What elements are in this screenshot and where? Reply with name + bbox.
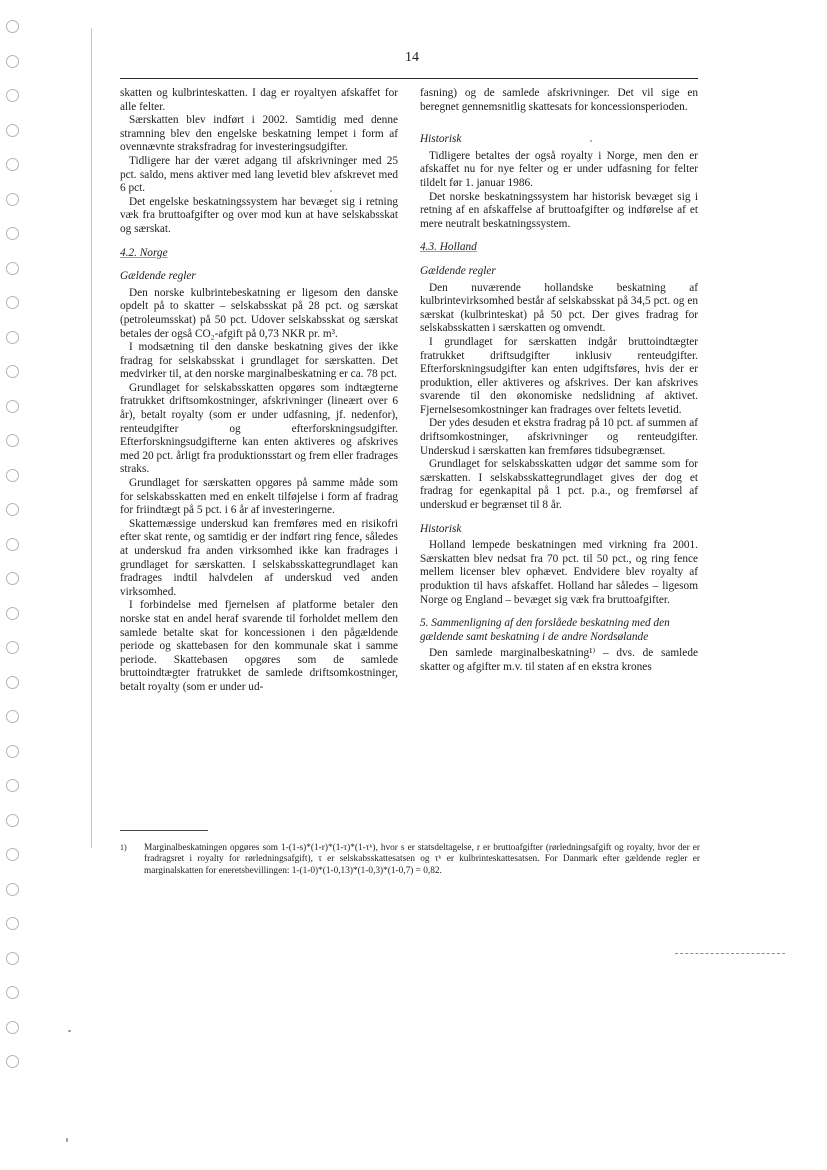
binder-hole [6, 331, 19, 344]
paragraph: skatten og kulbrinteskatten. I dag er royaltyen afskaffet for alle felter. [120, 87, 398, 113]
left-column [120, 87, 398, 695]
binder-hole [6, 883, 19, 896]
paragraph: fasning) og de samlede afskrivninger. Det vil sige en beregnet gennemsnitlig skattesats for koncessionsperioden. [420, 87, 698, 113]
right-column [420, 87, 698, 675]
scan-speck [330, 190, 332, 192]
scan-speck [66, 1138, 68, 1142]
binder-hole [6, 55, 19, 68]
paragraph: Det engelske beskatningssystem har bevæget sig i retning væk fra bruttoafgifter og over mod kun at have selskabsskat og særskat. [120, 195, 398, 235]
binder-hole [6, 158, 19, 171]
binder-hole [6, 227, 19, 240]
binder-hole [6, 262, 19, 275]
binder-hole [6, 124, 19, 137]
paragraph: Særskatten blev indført i 2002. Samtidig med denne stramning blev den engelske beskatning lempet i form af ovennævnte straksfradrag for investeringsudgifter. [120, 114, 398, 154]
section-heading: 5. Sammenligning af den forslåede beskatning med den gældende samt beskatning i de andre Nordsølande [420, 617, 670, 643]
binder-hole [6, 20, 19, 33]
section-heading: Gældende regler [120, 270, 196, 283]
binder-hole [6, 400, 19, 413]
spacer [420, 114, 698, 123]
binder-hole [6, 434, 19, 447]
binder-hole [6, 952, 19, 965]
binder-hole [6, 365, 19, 378]
paragraph: Der ydes desuden et ekstra fradrag på 10 pct. af summen af driftsomkostninger, afskrivninger og renteudgifter. Underskud i særskatten kan fremføres tidsubegrænset. [420, 417, 698, 457]
binder-holes [2, 20, 26, 1120]
binder-hole [6, 986, 19, 999]
paragraph: I modsætning til den danske beskatning gives der ikke fradrag for selskabsskat i grundlaget for særskatten. Det medvirker til, at den norske marginalbeskatning er ca. 78 pct. [120, 341, 398, 381]
section-heading: 4.3. Holland [420, 241, 477, 254]
binder-hole [6, 538, 19, 551]
binder-hole [6, 710, 19, 723]
section-heading: Historisk [420, 522, 462, 535]
footnote-marker: 1) [120, 843, 127, 852]
paragraph: Tidligere betaltes der også royalty i Norge, men den er afskaffet nu for nye felter og er under udfasning for felter tildelt før 1. januar 1986. [420, 149, 698, 189]
binder-hole [6, 193, 19, 206]
scan-artifact-line [675, 953, 785, 954]
binder-hole [6, 641, 19, 654]
paragraph: Holland lempede beskatningen med virkning fra 2001. Særskatten blev nedsat fra 70 pct. til 50 pct., og ring fence mellem licenser blev ophævet. Endvidere blev royalty af produktion til havs afskaffet. Holland har således – ligesom Norge og England – bevæget sig væk fra bruttoafgifter. [420, 539, 698, 606]
page-number: 14 [405, 50, 419, 65]
paragraph: Grundlaget for selskabsskatten opgøres som indtægterne fratrukket driftsomkostninger, afskrivninger (lineært over 6 år), betalt royalty (som er under udfasning, jf. nedenfor), renteudgifter og efterforskningsudgifter. Efterforskningsudgifterne kan enten aktiveres og afskrives med 20 pct. årligt fra produktionsstart og frem eller fradrages straks. [120, 381, 398, 476]
binder-hole [6, 89, 19, 102]
binder-hole [6, 296, 19, 309]
paragraph: I forbindelse med fjernelsen af platforme betaler den norske stat en andel heraf svarende til forholdet mellem den samlede betalte skat for koncessionen i den pågældende periode og skattebasen for den kommunale skat i samme periode. Skattebasen opgøres som de samlede bruttoindtægter fratrukket de samlede driftsomkostninger, betalt royalty (som er under ud- [120, 599, 398, 693]
paragraph: Det norske beskatningssystem har historisk bevæget sig i retning af en afskaffelse af bruttoafgifter og indførelse af et mere neutralt beskatningssystem. [420, 190, 698, 230]
footnote-rule [120, 830, 208, 831]
binder-hole [6, 917, 19, 930]
binder-hole [6, 779, 19, 792]
binder-hole [6, 1055, 19, 1068]
paragraph: I grundlaget for særskatten indgår bruttoindtægter fratrukket driftsudgifter inklusiv renteudgifter. Efterforskningsudgifter kan enten udgiftsføres, hvis der er produktion, eller aktiveres og afskrives. Der kan afskrives svarende til den økonomiske nedslidning af aktivet. Fjernelsesomkostninger kan fradrages over feltets levetid. [420, 335, 698, 416]
binder-hole [6, 503, 19, 516]
scan-speck [590, 140, 592, 142]
section-heading: 4.2. Norge [120, 246, 168, 259]
paragraph: Skattemæssige underskud kan fremføres med en risikofri efter skat rente, og samtidig er der indført ring fence, således at underskud fra anden virksomhed ikke kan fradrages i grundlaget for særskatten. I selskabsskattegrundlaget kan fradrages indtil halvdelen af underskud ved anden virksomhed. [120, 517, 398, 598]
section-heading: Gældende regler [420, 264, 496, 277]
section-heading: Historisk [420, 133, 462, 146]
binder-hole [6, 469, 19, 482]
paragraph: Grundlaget for selskabsskatten udgør det samme som for særskatten. I selskabsskattegrundlaget gives der dog et fradrag for egenkapital på 1 pct. p.a., og fremførsel af underskud er begrænset til 8 år. [420, 458, 698, 512]
margin-line [91, 28, 92, 848]
footnote [120, 843, 700, 877]
binder-hole [6, 676, 19, 689]
paragraph: Den norske kulbrintebeskatning er ligesom den danske opdelt på to skatter – selskabsskat på 28 pct. og særskat (petroleumsskat) på 50 pct. Udover selskabsskat og særskat betales der også CO₂-afgift på 0,73 NKR pr. m³. [120, 286, 398, 340]
binder-hole [6, 607, 19, 620]
paragraph: Grundlaget for særskatten opgøres på samme måde som for selskabsskatten med en enkelt tilføjelse i form af fradrag for friindtægt på 5 pct. i 6 år af investeringerne. [120, 477, 398, 517]
scan-speck [68, 1030, 71, 1032]
footnote-text: Marginalbeskatningen opgøres som 1-(1-s)*(1-r)*(1-τ)*(1-τᵏ), hvor s er statsdeltagelse, r er bruttoafgifter (rørledningsafgift og royalty, hvor der er fradragsret i royalty for rørledningsafgift), τ er selskabsskattesatsen og τᵏ er kulbrinteskattesatsen. For Danmark efter gældende regler er marginalskatten for eneretsbevillingen: 1-(1-0)*(1-0,13)*(1-0,3)*(1-0,7) = 0,82. [144, 843, 700, 876]
paragraph: Tidligere har der været adgang til afskrivninger med 25 pct. saldo, mens aktiver med lang levetid blev afskrevet med 6 pct. [120, 154, 398, 195]
binder-hole [6, 1021, 19, 1034]
header-rule [120, 78, 698, 79]
binder-hole [6, 848, 19, 861]
paragraph: Den samlede marginalbeskatning¹⁾ – dvs. de samlede skatter og afgifter m.v. til staten af en ekstra krones [420, 647, 698, 673]
paragraph: Den nuværende hollandske beskatning af kulbrintevirksomhed består af selskabsskat på 34,5 pct. og en særskat (kulbrinteskat) på 50 pct. Der gives fradrag for selskabsskatten i særskatten og omvendt. [420, 281, 698, 335]
binder-hole [6, 745, 19, 758]
binder-hole [6, 814, 19, 827]
binder-hole [6, 572, 19, 585]
